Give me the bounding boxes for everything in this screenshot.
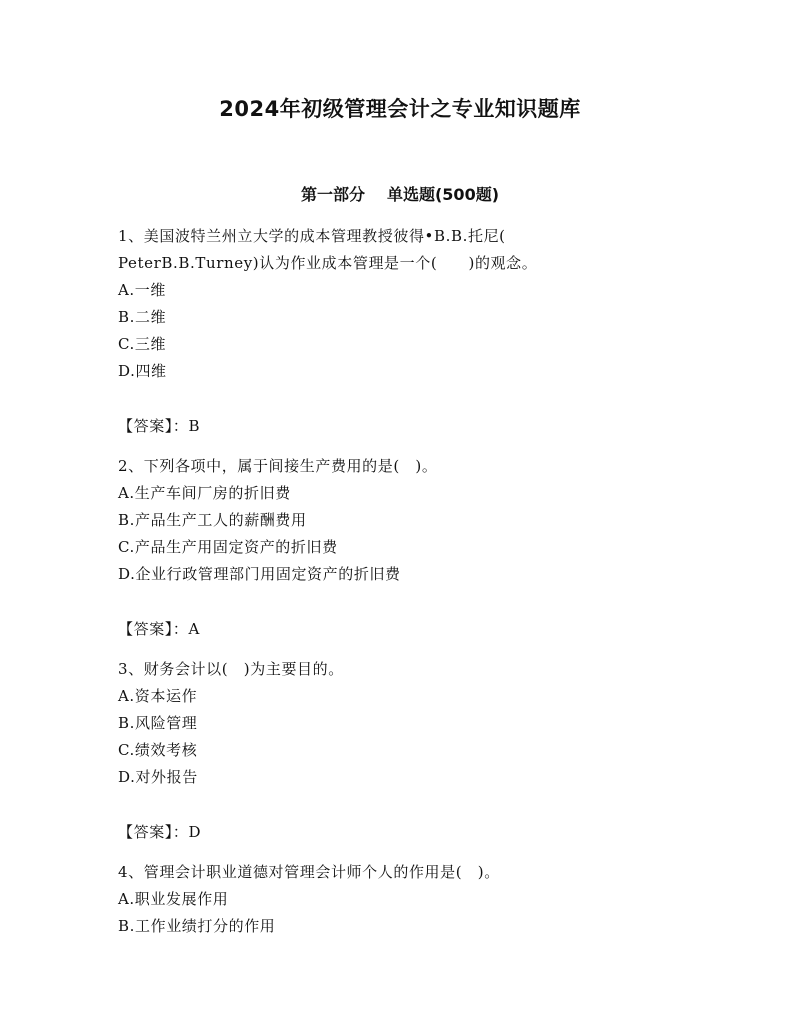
section-heading bbox=[0, 182, 800, 208]
question-stem-line: PeterB.B.Turney)认为作业成本管理是一个( )的观念。 bbox=[118, 254, 538, 272]
question-option: C.绩效考核 bbox=[118, 741, 198, 759]
section-part: 第一部分 bbox=[300, 185, 365, 204]
question-option: D.企业行政管理部门用固定资产的折旧费 bbox=[118, 565, 401, 583]
question-stem-line: 4、管理会计职业道德对管理会计师个人的作用是( )。 bbox=[118, 863, 500, 881]
question-3 bbox=[118, 656, 718, 791]
question-option: D.四维 bbox=[118, 362, 167, 380]
question-stem-line: 2、下列各项中，属于间接生产费用的是( )。 bbox=[118, 457, 438, 475]
document-title: 2024年初级管理会计之专业知识题库 bbox=[219, 97, 581, 121]
question-option: C.产品生产用固定资产的折旧费 bbox=[118, 538, 338, 556]
question-option: B.二维 bbox=[118, 308, 167, 326]
question-4 bbox=[118, 859, 718, 940]
question-stem-line: 1、美国波特兰州立大学的成本管理教授彼得•B.B.托尼( bbox=[118, 227, 506, 245]
section-name: 单选题(500题) bbox=[386, 185, 500, 204]
answer-line bbox=[118, 819, 718, 846]
question-option: A.一维 bbox=[118, 281, 167, 299]
question-option: A.资本运作 bbox=[118, 687, 198, 705]
question-option: B.工作业绩打分的作用 bbox=[118, 917, 276, 935]
question-list bbox=[118, 223, 718, 940]
question-option: A.生产车间厂房的折旧费 bbox=[118, 484, 291, 502]
answer-label: 【答案】： bbox=[118, 620, 189, 638]
answer-value: A bbox=[188, 620, 200, 638]
question-option: B.风险管理 bbox=[118, 714, 198, 732]
answer-line bbox=[118, 413, 718, 440]
question-option: D.对外报告 bbox=[118, 768, 198, 786]
question-stem-line: 3、财务会计以( )为主要目的。 bbox=[118, 660, 344, 678]
answer-value: B bbox=[188, 417, 201, 435]
question-option: C.三维 bbox=[118, 335, 167, 353]
answer-line bbox=[118, 616, 718, 643]
answer-label: 【答案】： bbox=[118, 417, 189, 435]
question-option: B.产品生产工人的薪酬费用 bbox=[118, 511, 307, 529]
answer-value: D bbox=[188, 823, 202, 841]
question-2 bbox=[118, 453, 718, 588]
question-1 bbox=[118, 223, 718, 385]
question-option: A.职业发展作用 bbox=[118, 890, 229, 908]
answer-label: 【答案】： bbox=[118, 823, 189, 841]
